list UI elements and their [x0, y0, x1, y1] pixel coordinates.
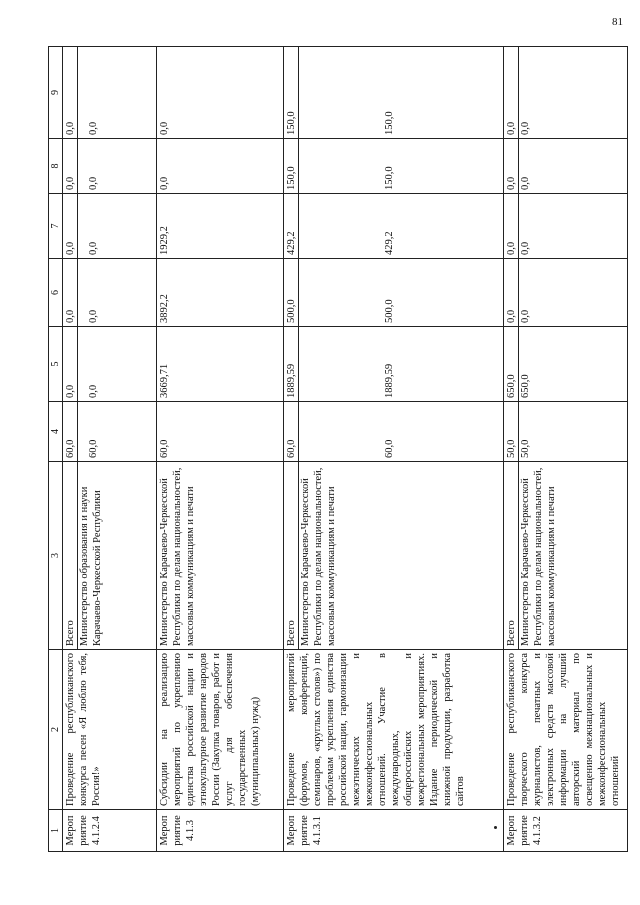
value-ministry: 150,0	[384, 166, 395, 190]
column-header: 5	[49, 327, 63, 402]
page-number: 81	[612, 16, 623, 28]
executor-ministry: Министерство Карачаево-Черкесской Республики по делам национальностей, массовым коммуникациям и печати	[159, 467, 196, 646]
executor-ministry: Министерство Карачаево-Черкесской Республики по делам национальностей, массовым коммуникациям и печати	[520, 467, 557, 646]
table-row	[157, 47, 284, 852]
value-ministry: 1889,59	[384, 363, 395, 398]
value-total: 1889,59	[286, 363, 297, 398]
value-cell: 3669,71	[157, 327, 284, 402]
value-cell	[284, 327, 504, 402]
activity-code: Мероприятие 4.1.3	[157, 810, 284, 852]
executor-total: Всего	[506, 620, 517, 646]
executor-total: Всего	[286, 620, 297, 646]
value-ministry: 0,0	[88, 121, 99, 135]
value-cell	[63, 402, 157, 462]
value-cell: 60,0	[157, 402, 284, 462]
value-cell	[284, 259, 504, 327]
executor-ministry: Министерство Карачаево-Черкесской Республики по делам национальностей, массовым коммуникациям и печати	[300, 467, 337, 646]
rotated-table-container	[48, 47, 626, 852]
value-ministry: 150,0	[384, 111, 395, 135]
value-total: 150,0	[286, 111, 297, 135]
value-ministry: 60,0	[88, 439, 99, 458]
executor-cell	[63, 462, 157, 650]
value-cell	[63, 327, 157, 402]
value-total: 0,0	[506, 121, 517, 135]
value-cell	[284, 194, 504, 259]
activity-code: Мероприятие 4.1.2.4	[63, 810, 157, 852]
column-header: 2	[49, 650, 63, 810]
activity-name: Проведение республиканского творческого конкурса журналистов, печатных и электронных средств массовой информации на лучший авторский материал по освещению межнациональных и межконфессиональных отношений	[504, 650, 628, 810]
value-cell: 0,0	[157, 139, 284, 194]
value-cell	[504, 259, 628, 327]
activity-code: Мероприятие 4.1.3.2	[504, 810, 628, 852]
value-total: 50,0	[506, 439, 517, 458]
column-header: 3	[49, 462, 63, 650]
activity-code: Мероприятие 4.1.3.1	[284, 810, 504, 852]
value-cell	[63, 47, 157, 139]
value-cell	[504, 194, 628, 259]
value-cell	[284, 402, 504, 462]
executor-cell	[284, 462, 504, 650]
column-header: 4	[49, 402, 63, 462]
value-total: 0,0	[65, 241, 76, 255]
value-total: 0,0	[506, 176, 517, 190]
value-total: 0,0	[65, 384, 76, 398]
value-cell: 0,0	[157, 47, 284, 139]
value-ministry: 429,2	[384, 231, 395, 255]
value-cell	[63, 139, 157, 194]
column-header-row	[49, 47, 63, 852]
value-total: 0,0	[506, 309, 517, 323]
executor-total: Всего	[65, 620, 76, 646]
activity-name: Субсидии на реализацию мероприятий по укреплению единства российской нации и этнокультурное развитие народов России (Закупка товаров, работ и услуг для обеспечения государственных (муниципальных) нужд)	[157, 650, 284, 810]
value-ministry: 0,0	[88, 241, 99, 255]
value-ministry: 0,0	[520, 121, 531, 135]
value-total: 60,0	[65, 439, 76, 458]
value-total: 0,0	[65, 121, 76, 135]
value-ministry: 650,0	[520, 374, 531, 398]
executor-cell	[157, 462, 284, 650]
value-total: 0,0	[65, 309, 76, 323]
value-total: 500,0	[286, 299, 297, 323]
value-cell	[504, 402, 628, 462]
value-total: 0,0	[506, 241, 517, 255]
value-ministry: 0,0	[88, 176, 99, 190]
value-ministry: 50,0	[520, 439, 531, 458]
value-total: 150,0	[286, 166, 297, 190]
column-header: 9	[49, 47, 63, 139]
value-total: 650,0	[506, 374, 517, 398]
executor-ministry: Министерство образования и науки Карачаево-Черкесской Республики	[79, 486, 103, 646]
value-ministry: 0,0	[520, 241, 531, 255]
value-ministry: 500,0	[384, 299, 395, 323]
table-row	[63, 47, 157, 852]
value-total: 60,0	[286, 439, 297, 458]
executor-cell	[504, 462, 628, 650]
value-cell	[63, 259, 157, 327]
value-cell	[504, 47, 628, 139]
table-row	[504, 47, 628, 852]
value-ministry: 0,0	[520, 176, 531, 190]
table-row	[284, 47, 504, 852]
value-ministry: 0,0	[520, 309, 531, 323]
value-total: 429,2	[286, 231, 297, 255]
value-cell	[63, 194, 157, 259]
value-ministry: 60,0	[384, 439, 395, 458]
value-ministry: 0,0	[88, 384, 99, 398]
column-header: 8	[49, 139, 63, 194]
value-cell: 3892,2	[157, 259, 284, 327]
value-cell	[284, 47, 504, 139]
column-header: 6	[49, 259, 63, 327]
budget-table	[48, 46, 628, 852]
value-cell	[284, 139, 504, 194]
activity-name: Проведение мероприятий (форумов, конференций, семинаров, «круглых столов») по проблемам укрепления единства российской нации, гармонизации межэтнических и межконфессиональных отношений. Участие в международных, общероссийских и межрегиональных мероприятиях. Издание периодической и книжной продукции, разработка сайтов	[284, 650, 504, 810]
value-cell	[504, 327, 628, 402]
activity-name: Проведение республиканского конкурса песен «Я люблю тебя, Россия!»	[63, 650, 157, 810]
value-cell	[504, 139, 628, 194]
column-header: 7	[49, 194, 63, 259]
column-header: 1	[49, 810, 63, 852]
value-total: 0,0	[65, 176, 76, 190]
value-cell: 1929,2	[157, 194, 284, 259]
value-ministry: 0,0	[88, 309, 99, 323]
